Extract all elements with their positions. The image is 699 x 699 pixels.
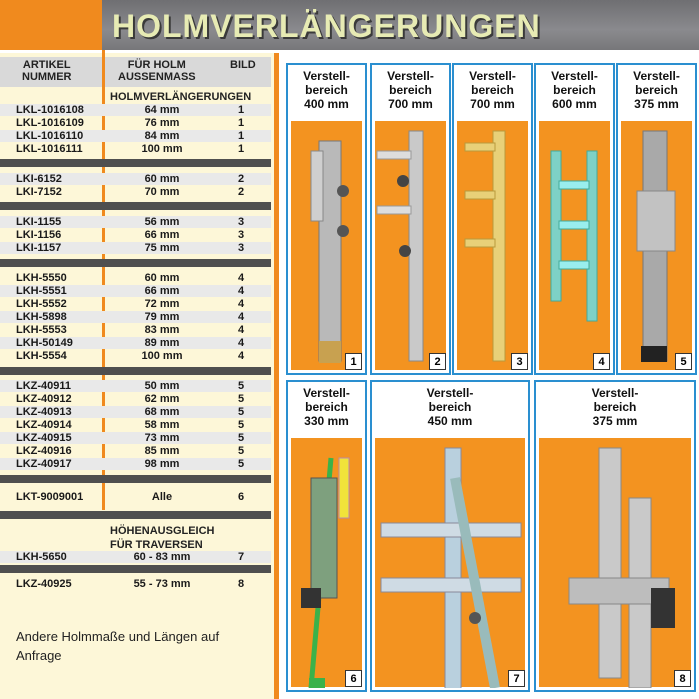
table-row bbox=[0, 380, 271, 392]
image-ref: 3 bbox=[237, 242, 245, 254]
table-row bbox=[0, 117, 271, 129]
image-ref: 8 bbox=[237, 578, 245, 590]
holm-size: 76 mm bbox=[144, 117, 180, 129]
product-photo bbox=[539, 438, 691, 687]
image-ref: 3 bbox=[237, 229, 245, 241]
header-bild: BILD bbox=[230, 59, 256, 71]
table-row bbox=[0, 173, 271, 185]
image-number: 6 bbox=[345, 670, 362, 687]
holm-size: 50 mm bbox=[144, 380, 180, 392]
table-separator bbox=[0, 367, 271, 375]
article-number: LKL-1016111 bbox=[16, 143, 83, 155]
article-number: LKL-1016108 bbox=[16, 104, 84, 116]
article-number: LKH-5554 bbox=[16, 350, 67, 362]
table-row bbox=[0, 393, 271, 405]
holm-size: 56 mm bbox=[144, 216, 180, 228]
article-number: LKI-1157 bbox=[16, 242, 62, 254]
section-hoehenausgleich-2: FÜR TRAVERSEN bbox=[110, 539, 203, 551]
image-ref: 4 bbox=[237, 298, 245, 310]
table-row bbox=[0, 311, 271, 323]
table-row bbox=[0, 551, 271, 563]
table-row bbox=[0, 272, 271, 284]
product-card[interactable] bbox=[286, 63, 367, 375]
card-label: Verstell- bereich 375 mm bbox=[633, 69, 680, 111]
product-card[interactable] bbox=[370, 63, 451, 375]
holm-size: Alle bbox=[151, 491, 173, 503]
article-number: LKZ-40915 bbox=[16, 432, 72, 444]
image-ref: 5 bbox=[237, 406, 245, 418]
footnote: Andere Holmmaße und Längen auf Anfrage bbox=[16, 629, 220, 663]
image-ref: 4 bbox=[237, 337, 245, 349]
article-number: LKL-1016110 bbox=[16, 130, 84, 142]
article-number: LKZ-40916 bbox=[16, 445, 72, 457]
table-row bbox=[0, 578, 271, 590]
section-holmverlaengerungen: HOLMVERLÄNGERUNGEN bbox=[110, 91, 252, 103]
holm-size: 72 mm bbox=[144, 298, 180, 310]
holm-size: 85 mm bbox=[144, 445, 180, 457]
header-artikel: ARTIKEL NUMMER bbox=[22, 59, 72, 83]
card-label: Verstell- bereich 600 mm bbox=[551, 69, 598, 111]
table-row bbox=[0, 229, 271, 241]
product-card[interactable] bbox=[534, 380, 696, 692]
image-number: 4 bbox=[593, 353, 610, 370]
product-photo bbox=[457, 121, 528, 370]
image-ref: 7 bbox=[237, 551, 245, 563]
table-separator bbox=[0, 565, 271, 573]
holm-size: 64 mm bbox=[144, 104, 180, 116]
article-number: LKZ-40914 bbox=[16, 419, 72, 431]
holm-size: 66 mm bbox=[144, 285, 180, 297]
image-ref: 5 bbox=[237, 380, 245, 392]
table-row bbox=[0, 285, 271, 297]
header-corner bbox=[0, 0, 102, 50]
image-number: 1 bbox=[345, 353, 362, 370]
holm-size: 60 mm bbox=[144, 173, 180, 185]
table-row bbox=[0, 216, 271, 228]
holm-size: 100 mm bbox=[141, 143, 183, 155]
article-number: LKI-1156 bbox=[16, 229, 62, 241]
article-number: LKT-9009001 bbox=[16, 491, 84, 503]
holm-size: 55 - 73 mm bbox=[133, 578, 191, 590]
table-row bbox=[0, 104, 271, 116]
holm-size: 89 mm bbox=[144, 337, 180, 349]
card-label: Verstell- bereich 700 mm bbox=[469, 69, 516, 111]
card-label: Verstell- bereich 375 mm bbox=[591, 386, 639, 428]
image-number: 8 bbox=[674, 670, 691, 687]
table-row bbox=[0, 298, 271, 310]
product-card[interactable] bbox=[286, 380, 367, 692]
page-title: HOLMVERLÄNGERUNGEN bbox=[112, 8, 541, 44]
image-ref: 1 bbox=[237, 117, 245, 129]
image-ref: 5 bbox=[237, 393, 245, 405]
product-card[interactable] bbox=[616, 63, 697, 375]
product-card[interactable] bbox=[534, 63, 615, 375]
product-card[interactable] bbox=[370, 380, 530, 692]
article-number: LKH-50149 bbox=[16, 337, 73, 349]
image-ref: 4 bbox=[237, 285, 245, 297]
table-row bbox=[0, 491, 271, 503]
product-card[interactable] bbox=[452, 63, 533, 375]
table-separator bbox=[0, 159, 271, 167]
table-row bbox=[0, 337, 271, 349]
holm-size: 83 mm bbox=[144, 324, 180, 336]
card-label: Verstell- bereich 400 mm bbox=[303, 69, 350, 111]
image-ref: 5 bbox=[237, 458, 245, 470]
image-ref: 6 bbox=[237, 491, 245, 503]
table-row bbox=[0, 432, 271, 444]
article-number: LKL-1016109 bbox=[16, 117, 84, 129]
section-hoehenausgleich-1: HÖHENAUSGLEICH bbox=[110, 525, 215, 537]
article-number: LKZ-40917 bbox=[16, 458, 72, 470]
article-number: LKZ-40912 bbox=[16, 393, 72, 405]
image-ref: 1 bbox=[237, 104, 245, 116]
table-row bbox=[0, 458, 271, 470]
table-row bbox=[0, 242, 271, 254]
article-number: LKI-7152 bbox=[16, 186, 62, 198]
product-photo bbox=[291, 121, 362, 370]
article-number: LKZ-40911 bbox=[16, 380, 72, 392]
article-number: LKZ-40925 bbox=[16, 578, 72, 590]
holm-size: 62 mm bbox=[144, 393, 180, 405]
orange-divider bbox=[274, 53, 279, 699]
holm-size: 79 mm bbox=[144, 311, 180, 323]
article-number: LKZ-40913 bbox=[16, 406, 72, 418]
table-separator bbox=[0, 202, 271, 210]
holm-size: 60 mm bbox=[144, 272, 180, 284]
card-label: Verstell- bereich 330 mm bbox=[303, 386, 350, 428]
image-ref: 1 bbox=[237, 143, 245, 155]
image-ref: 4 bbox=[237, 272, 245, 284]
holm-size: 73 mm bbox=[144, 432, 180, 444]
holm-size: 84 mm bbox=[144, 130, 180, 142]
table-row bbox=[0, 143, 271, 155]
article-number: LKI-6152 bbox=[16, 173, 62, 185]
table-separator bbox=[0, 475, 271, 483]
table-row bbox=[0, 130, 271, 142]
image-number: 7 bbox=[508, 670, 525, 687]
holm-size: 66 mm bbox=[144, 229, 180, 241]
table-row bbox=[0, 350, 271, 362]
article-number: LKH-5552 bbox=[16, 298, 67, 310]
holm-size: 100 mm bbox=[141, 350, 183, 362]
table-row bbox=[0, 186, 271, 198]
image-ref: 5 bbox=[237, 432, 245, 444]
holm-size: 75 mm bbox=[144, 242, 180, 254]
image-ref: 4 bbox=[237, 350, 245, 362]
article-number: LKH-5553 bbox=[16, 324, 67, 336]
product-photo bbox=[375, 121, 446, 370]
article-number: LKH-5898 bbox=[16, 311, 67, 323]
article-number: LKH-5550 bbox=[16, 272, 67, 284]
image-number: 2 bbox=[429, 353, 446, 370]
image-number: 3 bbox=[511, 353, 528, 370]
image-number: 5 bbox=[675, 353, 692, 370]
holm-size: 58 mm bbox=[144, 419, 180, 431]
image-ref: 2 bbox=[237, 173, 245, 185]
holm-size: 98 mm bbox=[144, 458, 180, 470]
article-number: LKH-5551 bbox=[16, 285, 67, 297]
image-ref: 5 bbox=[237, 419, 245, 431]
image-ref: 4 bbox=[237, 311, 245, 323]
product-photo bbox=[621, 121, 692, 370]
image-ref: 1 bbox=[237, 130, 245, 142]
image-ref: 5 bbox=[237, 445, 245, 457]
article-number: LKI-1155 bbox=[16, 216, 62, 228]
image-ref: 2 bbox=[237, 186, 245, 198]
image-ref: 4 bbox=[237, 324, 245, 336]
product-photo bbox=[291, 438, 362, 687]
holm-size: 60 - 83 mm bbox=[133, 551, 191, 563]
table-separator bbox=[0, 259, 271, 267]
table-separator bbox=[0, 511, 271, 519]
image-ref: 3 bbox=[237, 216, 245, 228]
product-photo bbox=[375, 438, 525, 687]
card-label: Verstell- bereich 700 mm bbox=[387, 69, 434, 111]
table-row bbox=[0, 445, 271, 457]
holm-size: 68 mm bbox=[144, 406, 180, 418]
table-row bbox=[0, 406, 271, 418]
product-photo bbox=[539, 121, 610, 370]
table-row bbox=[0, 419, 271, 431]
card-label: Verstell- bereich 450 mm bbox=[426, 386, 474, 428]
table-row bbox=[0, 324, 271, 336]
header-holm: FÜR HOLM AUSSENMASS bbox=[118, 59, 196, 83]
article-number: LKH-5650 bbox=[16, 551, 67, 563]
holm-size: 70 mm bbox=[144, 186, 180, 198]
